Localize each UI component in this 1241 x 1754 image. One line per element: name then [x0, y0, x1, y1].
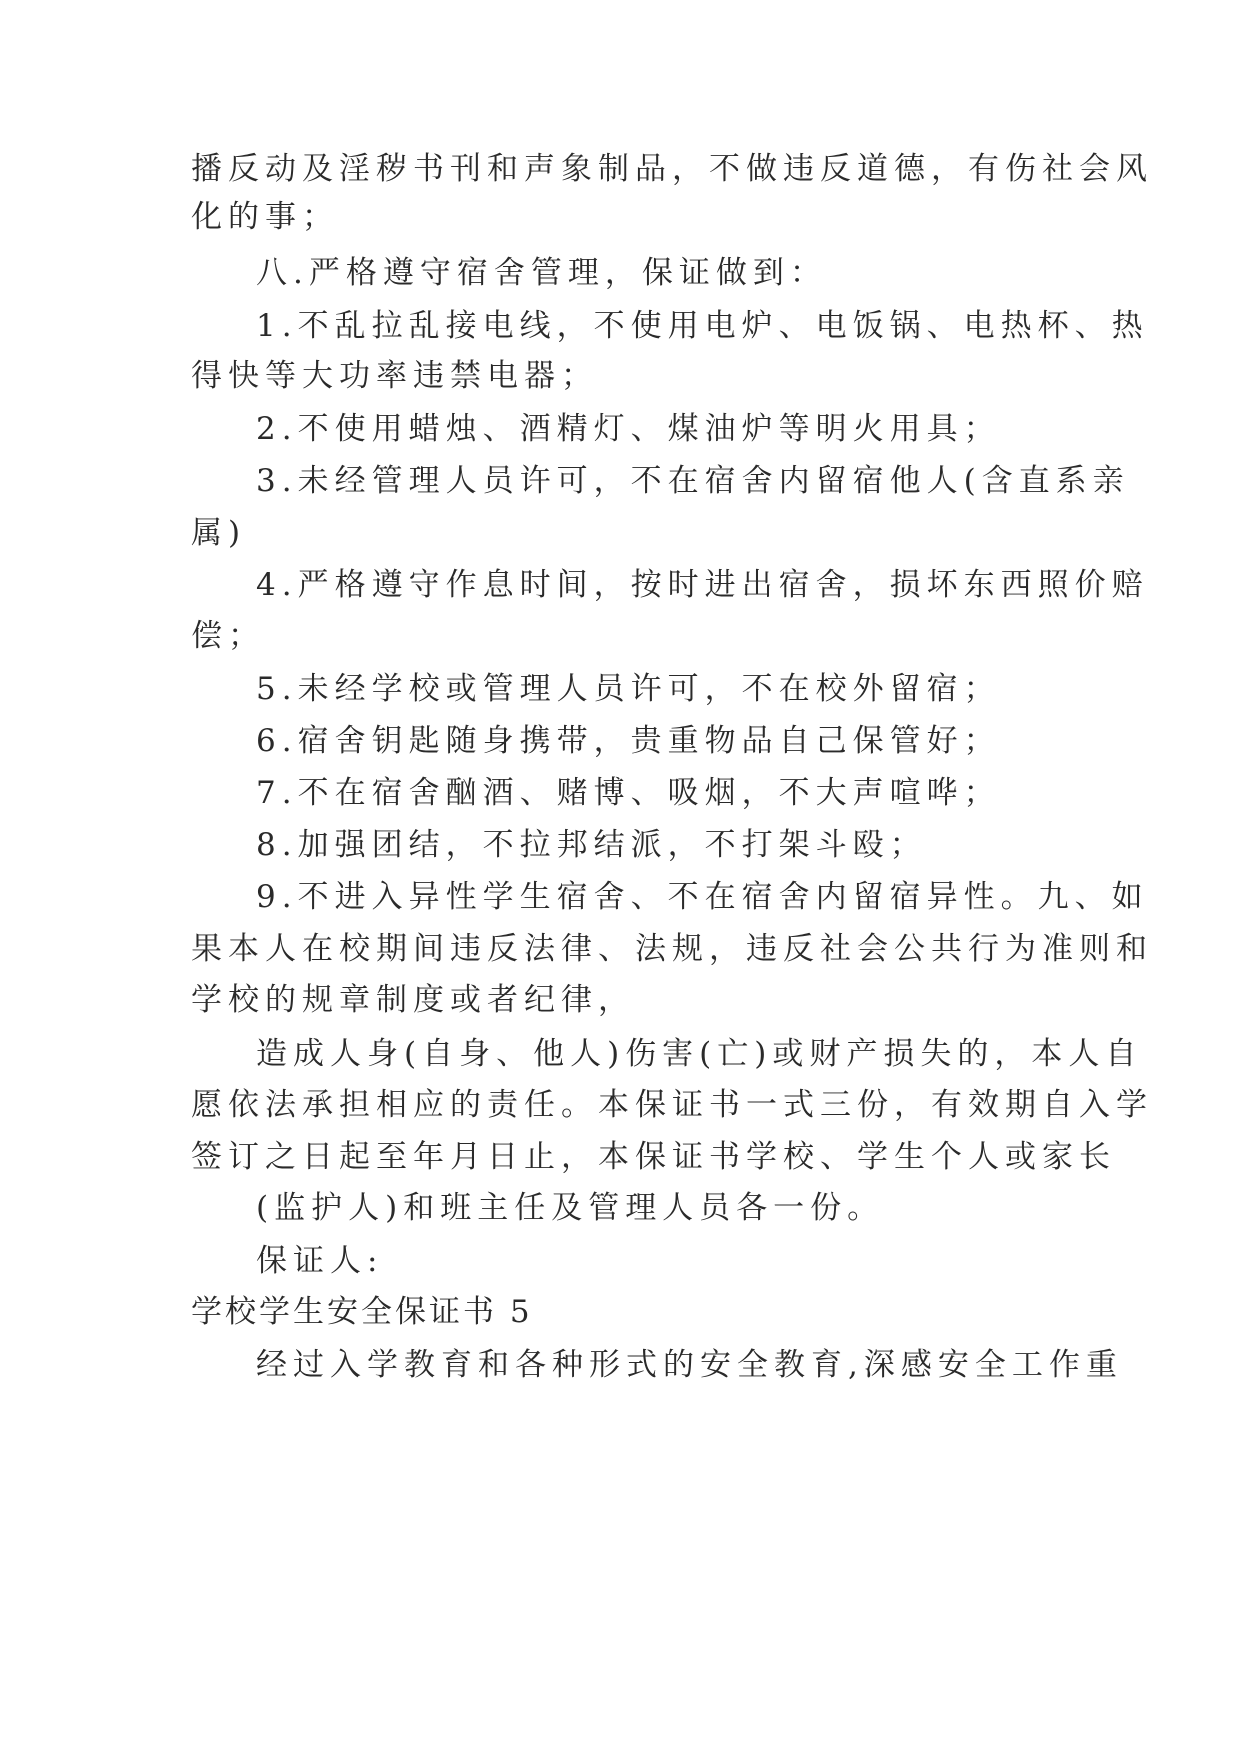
- text-line: 果本人在校期间违反法律、法规，违反社会公共行为准则和: [191, 931, 1153, 967]
- text-line: 播反动及淫秽书刊和声象制品，不做违反道德，有伤社会风: [191, 151, 1153, 187]
- list-item: 7.不在宿舍酗酒、赌博、吸烟，不大声喧哗；: [256, 775, 1001, 811]
- list-item: 9.不进入异性学生宿舍、不在宿舍内留宿异性。九、如: [256, 879, 1149, 915]
- text-line: 得快等大功率违禁电器；: [191, 358, 598, 394]
- list-item: 5.未经学校或管理人员许可，不在校外留宿；: [256, 671, 1001, 707]
- text-line: 属): [191, 515, 247, 551]
- section-heading: 八.严格遵守宿舍管理，保证做到：: [256, 255, 827, 291]
- text-line: 愿依法承担相应的责任。本保证书一式三份，有效期自入学: [191, 1087, 1153, 1123]
- list-item: 8.加强团结，不拉邦结派，不打架斗殴；: [256, 827, 927, 863]
- text-line: (监护人)和班主任及管理人员各一份。: [256, 1190, 885, 1226]
- signature-label: 保证人:: [256, 1243, 384, 1279]
- text-line: 偿；: [191, 618, 265, 654]
- text-line: 学校的规章制度或者纪律，: [191, 982, 635, 1018]
- document-title: 学校学生安全保证书 5: [191, 1294, 533, 1330]
- list-item: 6.宿舍钥匙随身携带，贵重物品自己保管好；: [256, 723, 1001, 759]
- list-item: 4.严格遵守作息时间，按时进出宿舍，损坏东西照价赔: [256, 567, 1149, 603]
- list-item: 1.不乱拉乱接电线，不使用电炉、电饭锅、电热杯、热: [256, 308, 1149, 344]
- text-line: 签订之日起至年月日止，本保证书学校、学生个人或家长: [191, 1139, 1116, 1175]
- text-line: 经过入学教育和各种形式的安全教育,深感安全工作重: [256, 1347, 1123, 1383]
- text-line: 造成人身(自身、他人)伤害(亡)或财产损失的，本人自: [256, 1036, 1143, 1072]
- list-item: 3.未经管理人员许可，不在宿舍内留宿他人(含直系亲: [256, 463, 1130, 499]
- text-line: 化的事；: [191, 199, 339, 235]
- list-item: 2.不使用蜡烛、酒精灯、煤油炉等明火用具；: [256, 411, 1001, 447]
